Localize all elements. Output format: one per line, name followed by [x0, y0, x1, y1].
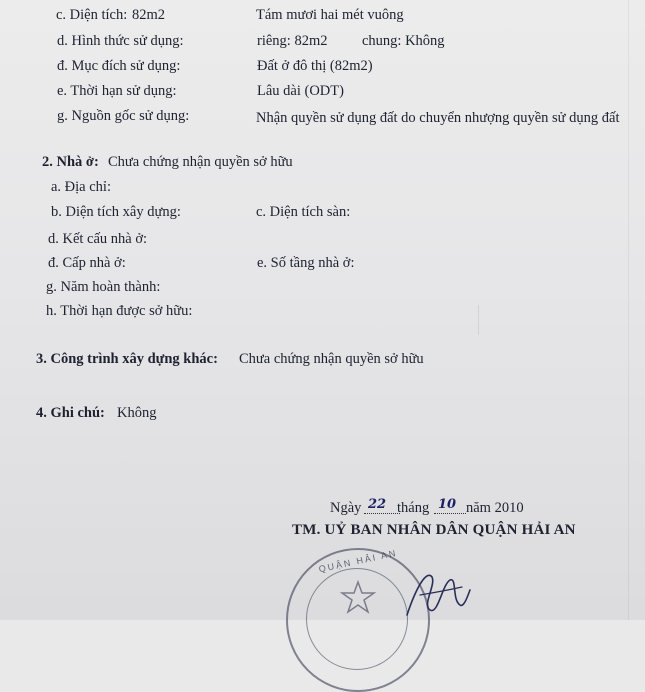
date-month-label: tháng: [397, 500, 430, 516]
origin-label: g. Nguồn gốc sử dụng:: [57, 108, 190, 124]
seal-star-icon: [340, 580, 376, 616]
seal-text: QUẬN HẢI AN: [317, 547, 399, 575]
house-built-area-label: b. Diện tích xây dựng:: [51, 204, 181, 220]
area-label: c. Diện tích:: [56, 7, 128, 23]
house-heading-value: Chưa chứng nhận quyền sở hữu: [108, 154, 293, 170]
signing-authority: TM. UỶ BAN NHÂN DÂN QUẬN HẢI AN: [292, 522, 576, 538]
area-words: Tám mươi hai mét vuông: [256, 7, 404, 23]
usage-shared: chung: Không: [362, 33, 445, 49]
usage-form-label: d. Hình thức sử dụng:: [57, 33, 184, 49]
usage-private: riêng: 82m2: [257, 33, 328, 49]
purpose-value: Đất ở đô thị (82m2): [257, 58, 373, 74]
notes-heading: 4. Ghi chú:: [36, 405, 105, 421]
house-heading: 2. Nhà ở:: [42, 154, 99, 170]
other-works-heading: 3. Công trình xây dựng khác:: [36, 351, 218, 367]
date-day-label: Ngày: [330, 500, 362, 516]
area-value: 82m2: [132, 7, 166, 23]
date-month-value: 10: [438, 497, 457, 512]
house-floors-label: e. Số tầng nhà ở:: [257, 255, 355, 271]
date-day-value: 22: [368, 497, 387, 512]
house-structure-label: d. Kết cấu nhà ở:: [48, 231, 148, 247]
date-month-dots: [434, 513, 466, 514]
house-grade-label: đ. Cấp nhà ở:: [48, 255, 126, 271]
paper-crease: [628, 0, 629, 620]
house-address-label: a. Địa chỉ:: [51, 179, 111, 195]
house-completion-label: g. Năm hoàn thành:: [46, 279, 161, 295]
date-year: năm 2010: [466, 500, 524, 516]
term-label: e. Thời hạn sử dụng:: [57, 83, 177, 99]
term-value: Lâu dài (ODT): [257, 83, 344, 99]
date-day-dots: [364, 513, 400, 514]
origin-value: Nhận quyền sử dụng đất do chuyển nhượng quyền sử dụng đất: [256, 110, 620, 126]
other-works-value: Chưa chứng nhận quyền sở hữu: [239, 351, 424, 367]
purpose-label: đ. Mục đích sử dụng:: [57, 58, 181, 74]
notes-value: Không: [117, 405, 157, 421]
house-ownership-term-label: h. Thời hạn được sở hữu:: [46, 303, 193, 319]
handwritten-signature-icon: [402, 565, 472, 625]
house-floor-area-label: c. Diện tích sàn:: [256, 204, 351, 220]
paper-crease: [478, 305, 479, 335]
